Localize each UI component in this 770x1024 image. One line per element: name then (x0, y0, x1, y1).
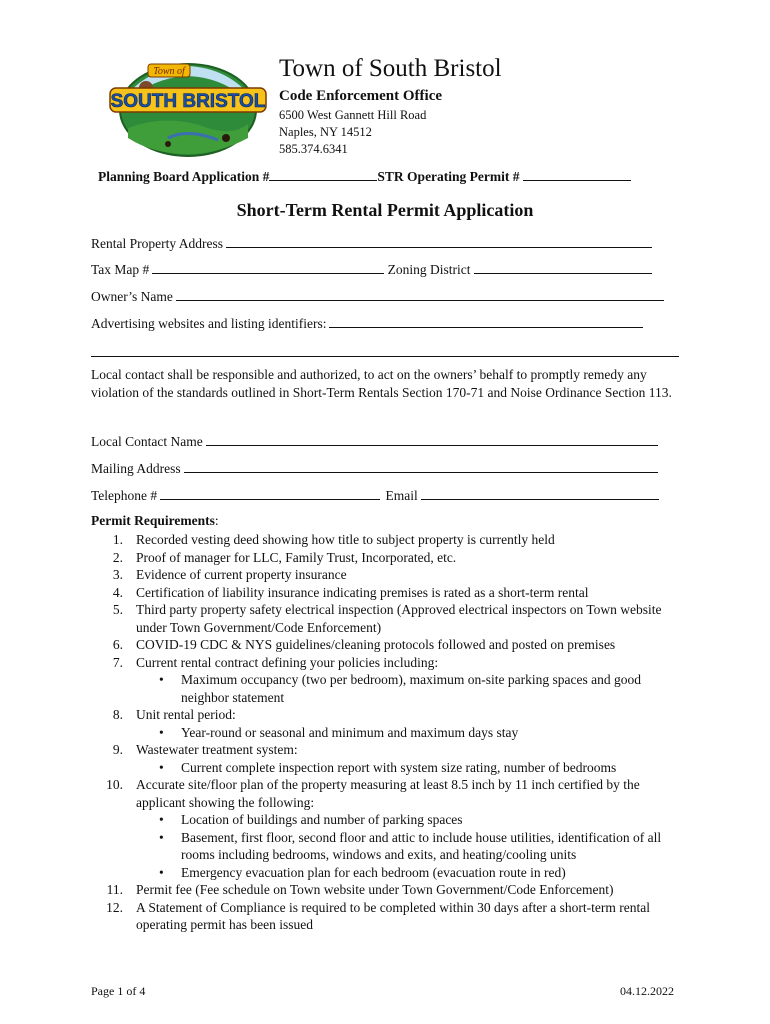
sub-list-item: • Emergency evacuation plan for each bedroom (evacuation route in red) (159, 864, 566, 880)
email-field[interactable] (421, 487, 659, 500)
bullet-icon: • (159, 672, 164, 687)
advertising-label: Advertising websites and listing identifiers: (91, 316, 327, 331)
planning-board-label: Planning Board Application # (98, 169, 270, 184)
zoning-label: Zoning District (387, 262, 471, 277)
tax-map-field[interactable] (152, 261, 384, 274)
rental-address-row (91, 235, 652, 252)
bullet-icon: • (159, 829, 164, 845)
advertising-field-line-2[interactable] (91, 356, 679, 357)
bullet-icon: • (159, 864, 164, 880)
bullet-icon: • (159, 759, 164, 775)
mailing-label: Mailing Address (91, 461, 181, 476)
town-title: Town of South Bristol (279, 55, 502, 82)
list-item: 12. A Statement of Compliance is required to be completed within 30 days after a short-term rental operating permit has been issued (106, 899, 650, 932)
list-item: 11. Permit fee (Fee schedule on Town website under Town Government/Code Enforcement) (106, 882, 614, 897)
bullet-icon: • (159, 812, 164, 827)
str-permit-label: STR Operating Permit # (377, 169, 520, 184)
permit-numbers-line (98, 168, 631, 185)
list-item: 1. Recorded vesting deed showing how title to subject property is currently held (112, 532, 555, 547)
local-contact-paragraph: Local contact shall be responsible and authorized, to act on the owners’ behalf to promptly remedy any violation of the standards outlined in Short-Term Rentals Section 170-71 and Noise Ordinance Section 113. (91, 367, 672, 400)
email-label: Email (385, 488, 418, 503)
telephone-row (91, 487, 659, 504)
logo-text-top: Town of (153, 66, 185, 77)
list-item: 8. Unit rental period: (112, 707, 236, 722)
sub-list-item: • Basement, first floor, second floor and attic to include house utilities, identification of all rooms including bedrooms, windows and exits, and heating/cooling units (159, 829, 662, 862)
requirements-heading: Permit Requirements: (91, 513, 219, 528)
logo-text: SOUTH BRISTOL (110, 91, 266, 112)
local-contact-row (91, 433, 658, 450)
rental-address-field[interactable] (226, 235, 652, 248)
owner-field[interactable] (176, 288, 664, 301)
sub-list-item: • Current complete inspection report with system size rating, number of bedrooms (159, 759, 617, 775)
list-item: 5. Third party property safety electrical inspection (Approved electrical inspectors on Town website under Town Government/Code Enforcement) (112, 602, 662, 635)
rental-address-label: Rental Property Address (91, 236, 223, 251)
list-item: 9. Wastewater treatment system: (112, 742, 298, 757)
local-contact-label: Local Contact Name (91, 434, 203, 449)
list-item: 3. Evidence of current property insurance (112, 567, 347, 582)
page-number: Page 1 of 4 (91, 984, 146, 998)
mailing-field[interactable] (184, 460, 658, 473)
tax-map-row (91, 261, 652, 278)
owner-row (91, 288, 664, 305)
list-item: 10. Accurate site/floor plan of the property measuring at least 8.5 inch by 11 inch certified by the applicant showing the following: (106, 777, 640, 810)
advertising-row (91, 315, 643, 332)
mailing-row (91, 460, 658, 477)
sub-list-item: • Location of buildings and number of parking spaces (159, 812, 463, 827)
list-item: 4. Certification of liability insurance indicating premises is rated as a short-term rental (112, 584, 589, 600)
requirements-list (91, 531, 686, 934)
telephone-label: Telephone # (91, 488, 158, 503)
sub-list-item: • Maximum occupancy (two per bedroom), maximum on-site parking spaces and good neighbor statement (159, 672, 642, 705)
town-logo (108, 58, 268, 162)
planning-board-field[interactable] (269, 168, 377, 181)
owner-label: Owner’s Name (91, 289, 173, 304)
list-item: 2. Proof of manager for LLC, Family Trust, Incorporated, etc. (112, 549, 457, 565)
list-item: 6. COVID-19 CDC & NYS guidelines/cleaning protocols followed and posted on premises (112, 637, 616, 652)
tax-map-label: Tax Map # (91, 262, 150, 277)
local-contact-field[interactable] (206, 433, 658, 446)
sub-list-item: • Year-round or seasonal and minimum and maximum days stay (159, 724, 519, 740)
office-name: Code Enforcement Office (279, 88, 443, 104)
zoning-field[interactable] (474, 261, 652, 274)
form-title: Short-Term Rental Permit Application (236, 200, 534, 220)
str-permit-field[interactable] (523, 168, 631, 181)
advertising-field[interactable] (329, 315, 643, 328)
list-item: 7. Current rental contract defining your policies including: (112, 654, 439, 670)
address-line-2: Naples, NY 14512 (279, 125, 372, 139)
telephone-field[interactable] (160, 487, 380, 500)
address-line-1: 6500 West Gannett Hill Road (279, 108, 427, 122)
phone-number: 585.374.6341 (279, 142, 348, 156)
bullet-icon: • (159, 724, 164, 740)
revision-date: 04.12.2022 (620, 984, 674, 998)
